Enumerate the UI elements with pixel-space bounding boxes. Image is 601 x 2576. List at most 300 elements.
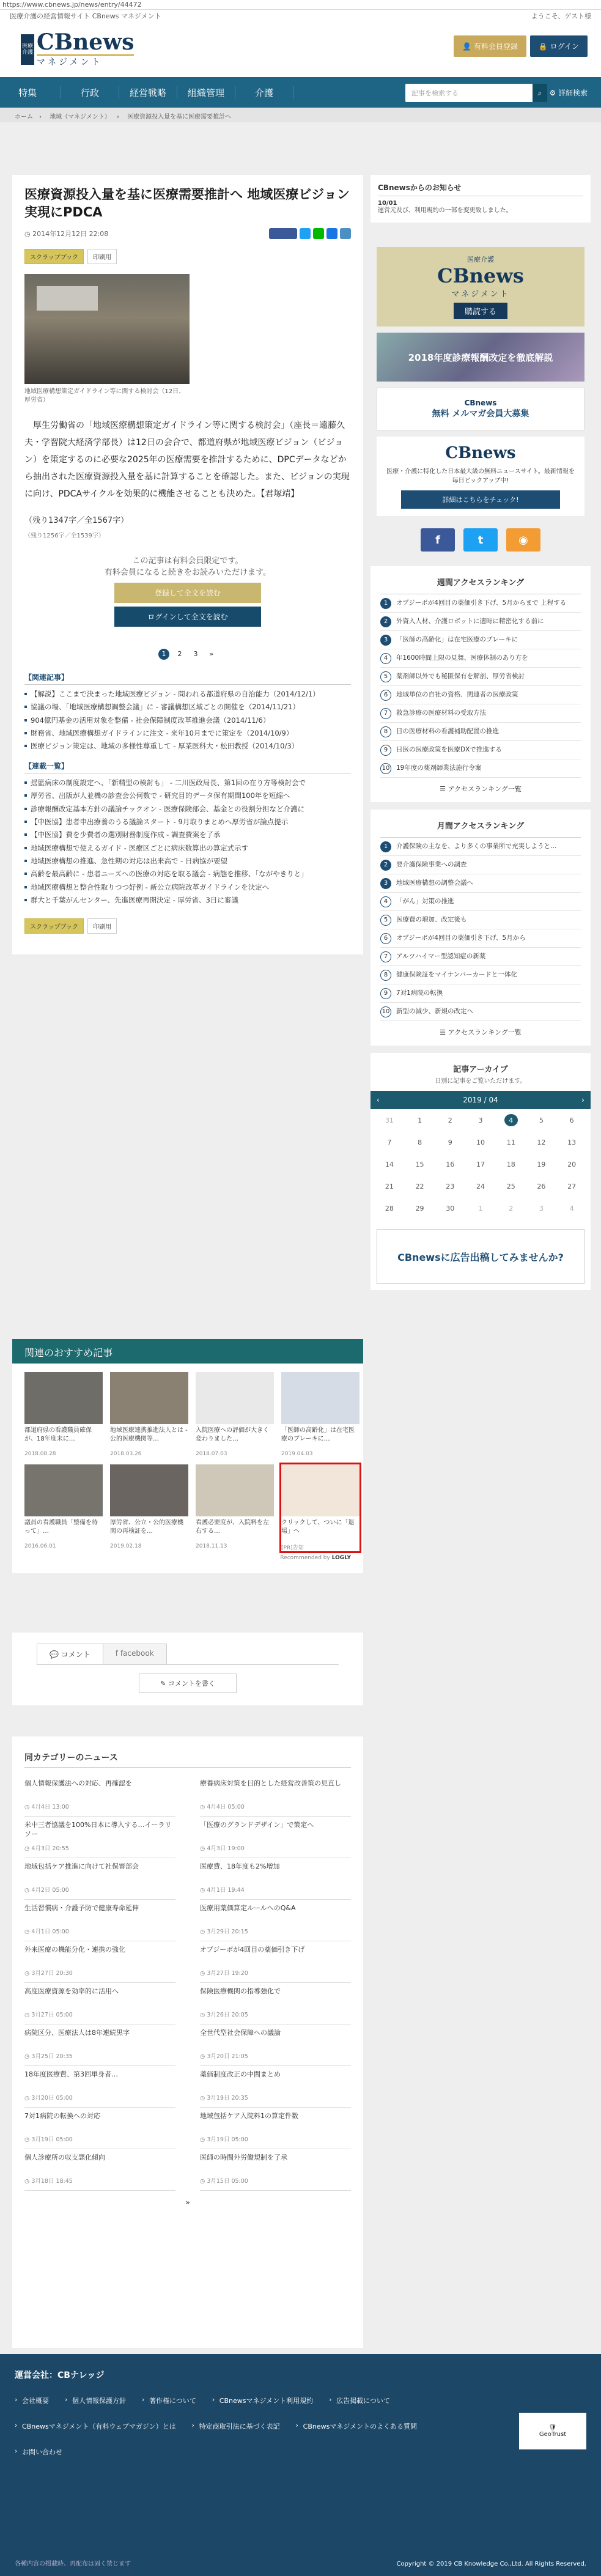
rank-number: 8: [380, 726, 391, 737]
news-title: 全世代型社会保障への議論: [200, 2029, 281, 2037]
calendar-day[interactable]: 3: [478, 1116, 483, 1124]
calendar-day[interactable]: 11: [506, 1138, 515, 1146]
news-date: ◷ 3月15日 05:00: [200, 2178, 248, 2185]
clock-icon: ◷: [24, 2053, 32, 2060]
recommend-thumb: [281, 1372, 359, 1424]
rank-item[interactable]: [380, 874, 581, 893]
article-lead: 厚生労働省の「地域医療構想策定ガイドライン等に関する検討会」（座長＝遠藤久夫・学習院大経済学部長）は12日の会合で、都道府県が地域医療ビジョン（ビジョン）を策定するのに必要な2025年の医療需要を推計するために、DPCデータなどから抽出された医療資源投入量を基に計算することを確認した。また、ビジョンの実現に向け、PDCAサイクルを効果的に機能させることも決めた。【君塚靖】: [24, 420, 350, 499]
news-title: 医療費、18年度も2%増加: [200, 1862, 280, 1870]
news-item[interactable]: [200, 1941, 351, 1983]
calendar-day[interactable]: 2: [509, 1204, 514, 1212]
calendar-month: 2019 / 04: [463, 1096, 498, 1104]
news-title: 病院区分、医療法人は8年連続黒字: [24, 2029, 130, 2037]
calendar-grid: [371, 1109, 591, 1219]
clock-icon: ◷: [24, 1804, 32, 1810]
news-item[interactable]: [24, 1900, 175, 1941]
footer-link[interactable]: › CBnewsマネジメント（有料ウェブマガジン）とは: [15, 2421, 192, 2431]
calendar-day[interactable]: 21: [385, 1182, 394, 1190]
news-title: 米中三者協議を100%日本に導入する…イーラリソー: [24, 1821, 172, 1839]
list-item[interactable]: 【中医協】患者申出療養のうる議論スタート - 9月取りまとめへ厚労省が論点提示: [24, 816, 351, 827]
related-heading: 【関連記事】: [24, 672, 351, 685]
clock-icon: ◷: [200, 2136, 207, 2143]
news-item[interactable]: [200, 1983, 351, 2024]
rank-title: 日の医療材料の看護補助配置の推進: [396, 727, 499, 735]
gear-icon: ⚙: [549, 89, 558, 97]
rank-number: 3: [380, 878, 391, 889]
calendar-day[interactable]: 28: [385, 1204, 394, 1212]
calendar-day[interactable]: 8: [418, 1138, 422, 1146]
calendar-day[interactable]: 15: [415, 1160, 424, 1168]
footer-link[interactable]: › 個人情報保護方針: [65, 2396, 142, 2405]
notice-text[interactable]: 運営元及び、利用規約の一部を変更致しました。: [378, 207, 512, 214]
clock-icon: ◷: [24, 2095, 32, 2102]
tab-comment[interactable]: 💬 コメント: [37, 1644, 103, 1664]
recommend-card[interactable]: 地域医療連携推進法人とは - 公的医療機関等… 2018.03.26: [110, 1372, 188, 1457]
social-links: [371, 528, 591, 552]
rank-number: 9: [380, 745, 391, 756]
calendar-day[interactable]: 22: [415, 1182, 424, 1190]
nav-item-admin[interactable]: 行政: [61, 86, 119, 99]
monthly-ranking: [371, 810, 591, 1046]
top-strip: [0, 10, 601, 22]
twitter-icon[interactable]: t: [463, 528, 498, 552]
recommend-thumb: [24, 1464, 103, 1516]
rank-item[interactable]: [380, 929, 581, 948]
series-heading: 【連載一覧】: [24, 761, 351, 773]
copyright: Copyright © 2019 CB Knowledge Co.,Ltd. All Rights Reserved.: [396, 2561, 586, 2567]
recommend-thumb: [24, 1372, 103, 1424]
recommended-by: Recommended by: [280, 1555, 330, 1561]
rank-number: 5: [380, 915, 391, 926]
news-item[interactable]: [200, 2024, 351, 2066]
recommend-card-pr[interactable]: クリックして、ついに「退場」へ [PR]告知: [281, 1464, 359, 1551]
news-date: ◷ 3月20日 21:05: [200, 2053, 248, 2060]
page-3[interactable]: 3: [193, 650, 198, 659]
monthly-ranking-more[interactable]: ☰ アクセスランキング一覧: [440, 1028, 522, 1036]
calendar-day[interactable]: 17: [476, 1160, 485, 1168]
news-title: 生活習慣病・介護予防で健康寿命延伸: [24, 1904, 139, 1912]
greeting: ようこそ、ゲスト様: [531, 12, 591, 20]
geotrust-seal[interactable]: 🛡 GeoTrust: [519, 2413, 586, 2449]
rank-number: 8: [380, 970, 391, 981]
recommend-thumb: [110, 1464, 188, 1516]
calendar-day[interactable]: 3: [539, 1204, 544, 1212]
list-item[interactable]: 地域医療構想で使えるガイド - 医療区ごとに病床数算出の算定式示す: [24, 843, 351, 854]
clock-icon: ◷: [200, 1887, 207, 1894]
calendar-day[interactable]: 20: [567, 1160, 577, 1168]
rank-item[interactable]: [380, 631, 581, 649]
list-item[interactable]: 地域医療構想と整合性取りつつ好例 - 新公立病院改革ガイドラインを決定へ: [24, 882, 351, 893]
news-date: ◷ 4月1日 05:00: [24, 1928, 69, 1935]
rank-title: 薬剤師以外でも秘匿保有を解剖、厚労省検討: [396, 672, 525, 680]
rank-title: 外資入人材、介護ロボットに適時に精密化する前に: [396, 617, 544, 625]
page-next[interactable]: »: [209, 650, 214, 659]
archive-sub: 日別に記事をご覧いただけます。: [435, 1078, 526, 1085]
rank-number: 1: [380, 598, 391, 609]
rank-number: 4: [380, 653, 391, 664]
rank-item[interactable]: [380, 686, 581, 704]
ad-banner[interactable]: CBnewsに広告出稿してみませんか?: [377, 1229, 584, 1284]
recommend-card[interactable]: 入院医療への評価が大きく変わりました… 2018.07.03: [196, 1372, 274, 1457]
article-main: [12, 175, 363, 954]
news-item[interactable]: [200, 1900, 351, 1941]
rank-title: 19年度の薬剤師業法施行令案: [396, 764, 482, 772]
tagline: 医療介護の経営情報サイト CBnews マネジメント: [10, 12, 161, 20]
news-title: 高度医療資源を効率的に活用へ: [24, 1987, 119, 1995]
news-date: ◷ 3月26日 20:05: [200, 2012, 248, 2018]
calendar-day[interactable]: 19: [537, 1160, 546, 1168]
news-date: ◷ 3月27日 05:00: [24, 2012, 73, 2018]
nav-item-care[interactable]: 介護: [235, 86, 293, 99]
rank-number: 4: [380, 896, 391, 907]
list-item[interactable]: 協議の場、「地域医療構想調整会議」に - 審議構想区域ごとの開催を（2014/11/21）: [24, 701, 351, 712]
news-item[interactable]: [24, 1858, 175, 1900]
rank-number: 9: [380, 988, 391, 999]
news-title: 「医療のグランドデザイン」で策定へ: [200, 1821, 314, 1829]
rank-item[interactable]: [380, 723, 581, 741]
list-item[interactable]: 高齢を最高齢に - 患者ニーズへの医療の対応を取る議会 - 病態を推移、「ながやきりと」: [24, 868, 351, 879]
news-title: 外来医療の機能分化・連携の強化: [24, 1946, 125, 1954]
scrapbook-button-bottom[interactable]: スクラップブック: [24, 918, 84, 934]
url-bar[interactable]: [0, 0, 601, 10]
news-item[interactable]: [24, 1775, 175, 1817]
rank-item[interactable]: [380, 948, 581, 966]
footer-link[interactable]: › 会社概要: [15, 2396, 65, 2405]
site-logo[interactable]: [21, 31, 134, 68]
rank-number: 2: [380, 616, 391, 627]
news-title: 18年度医療費、第3回単身者…: [24, 2070, 118, 2078]
calendar-day[interactable]: 16: [446, 1160, 455, 1168]
page-1[interactable]: 1: [158, 649, 169, 660]
recommend-card[interactable]: 都道府県の看護職員確保が、18年度末に… 2018.08.28: [24, 1372, 103, 1457]
calendar-day[interactable]: 2: [448, 1116, 452, 1124]
rank-item[interactable]: [380, 966, 581, 984]
news-title: 個人情報保護法への対応、再確認を: [24, 1779, 132, 1787]
calendar-day[interactable]: 10: [476, 1138, 485, 1146]
clock-icon: ◷: [200, 2178, 207, 2185]
news-title: 地域包括ケア入院料1の算定件数: [200, 2112, 298, 2120]
news-more-link[interactable]: »: [185, 2198, 190, 2207]
clock-icon: ◷: [200, 1928, 207, 1935]
page-2[interactable]: 2: [177, 650, 182, 659]
news-item[interactable]: [24, 1983, 175, 2024]
rank-title: 新型の減少、新規の改定へ: [396, 1007, 473, 1015]
calendar-day[interactable]: 27: [567, 1182, 577, 1190]
logly-logo[interactable]: LOGLY: [331, 1555, 351, 1561]
rank-number: 3: [380, 635, 391, 646]
member-message-1: この記事は有料会員限定です。: [132, 556, 243, 566]
rank-item[interactable]: [380, 893, 581, 911]
recommend-card[interactable]: 「医師の高齢化」は在宅医療のブレーキに… 2019.04.03: [281, 1372, 359, 1457]
login-read-button[interactable]: ログインして全文を読む: [114, 607, 261, 627]
write-comment-button[interactable]: ✎ コメントを書く: [139, 1674, 237, 1693]
calendar-day[interactable]: 30: [446, 1204, 455, 1212]
rank-item[interactable]: [380, 984, 581, 1003]
revision-banner[interactable]: 2018年度診療報酬改定を徹底解説: [377, 333, 584, 382]
rank-item[interactable]: [380, 759, 581, 778]
list-item[interactable]: 地域医療構想の推進、急性期の対応は出来高で - 日病協が要望: [24, 855, 351, 866]
recommend-card[interactable]: 厚労省、公立・公的医療機関の再検証を… 2019.02.18: [110, 1464, 188, 1551]
news-date: ◷ 3月27日 19:20: [200, 1970, 248, 1977]
recommend-thumb: [281, 1464, 359, 1516]
recommend-thumb: [196, 1372, 274, 1424]
recommend-thumb: [196, 1464, 274, 1516]
cbnews-desc: 医療・介護に特化した日本最大級の無料ニュースサイト。最新情報を毎日ピックアップ中!: [386, 468, 575, 484]
twitter-icon[interactable]: [300, 228, 311, 239]
footer-link[interactable]: › 広告掲載について: [329, 2396, 406, 2405]
footer-link[interactable]: › CBnewsマネジメント利用規約: [212, 2396, 329, 2405]
rank-item[interactable]: [380, 594, 581, 613]
news-date: ◷ 4月1日 19:44: [200, 1887, 245, 1894]
chevron-right-icon[interactable]: ›: [581, 1096, 584, 1104]
archive-box: [371, 1053, 591, 1290]
chevron-left-icon[interactable]: ‹: [377, 1096, 380, 1104]
recommend-title: 関連のおすすめ記事: [12, 1339, 363, 1364]
search-icon: ⌕: [537, 88, 542, 97]
facebook-icon[interactable]: f: [421, 528, 455, 552]
news-item[interactable]: [200, 1858, 351, 1900]
calendar-day[interactable]: 6: [569, 1116, 574, 1124]
calendar-header: [371, 1091, 591, 1109]
rank-item[interactable]: [380, 838, 581, 856]
list-item[interactable]: 904億円基金の活用対象を整備 - 社会保障制度改革推進会議（2014/11/6）: [24, 715, 351, 726]
footer-link[interactable]: › 著作権について: [142, 2396, 212, 2405]
site-footer: [0, 2354, 601, 2576]
site-header: [0, 22, 601, 77]
calendar-day[interactable]: 24: [476, 1182, 485, 1190]
news-item[interactable]: [24, 1941, 175, 1983]
calendar-day[interactable]: 9: [448, 1138, 452, 1146]
rank-item[interactable]: [380, 613, 581, 631]
pencil-icon: ✎: [160, 1680, 168, 1688]
photo-caption: 地域医療構想策定ガイドライン等に関する検討会（12日、厚労省）: [24, 388, 185, 404]
member-message-2: 有料会員になると続きをお読みいただけます。: [105, 568, 271, 578]
rank-item[interactable]: [380, 704, 581, 723]
monthly-ranking-heading: 月間アクセスランキング: [380, 817, 581, 838]
list-item[interactable]: 医療ビジョン策定は、地域の多様性尊重して - 厚業医科大・松田教授（2014/10/3）: [24, 740, 351, 751]
calendar-day[interactable]: 4: [504, 1114, 518, 1126]
article-title: 医療資源投入量を基に医療需要推計へ 地域医療ビジョン実現にPDCA: [24, 187, 350, 220]
recommend-card[interactable]: 議員の看護職員「整備を待って」… 2016.06.01: [24, 1464, 103, 1551]
calendar-day[interactable]: 5: [539, 1116, 544, 1124]
news-date: ◷ 3月27日 20:30: [24, 1970, 73, 1977]
calendar-day[interactable]: 13: [567, 1138, 577, 1146]
list-item[interactable]: 【解説】ここまで決まった地域医療ビジョン - 問われる都道府県の自治能力（2014/12/1）: [24, 688, 351, 699]
list-item[interactable]: 【中医協】費を少費者の選別財務制度作成 - 調査費案を了承: [24, 829, 351, 840]
news-date: ◷ 4月4日 05:00: [200, 1804, 245, 1810]
hatena-icon[interactable]: [326, 228, 337, 239]
rank-item[interactable]: [380, 668, 581, 686]
related-list: [24, 688, 351, 752]
news-title: 薬価制度改正の中間まとめ: [200, 2070, 281, 2078]
news-date: ◷ 3月29日 20:15: [200, 1928, 248, 1935]
scrapbook-button[interactable]: スクラップブック: [24, 249, 84, 264]
rank-number: 6: [380, 933, 391, 944]
rank-title: 地域医療構想の調整会議へ: [396, 879, 473, 887]
calendar-day[interactable]: 4: [569, 1204, 574, 1212]
rank-title: 日医の医療政策を医療DXで推進する: [396, 745, 502, 753]
rank-title: アルツハイマー型認知症の新薬: [396, 952, 486, 960]
rank-title: 「がん」対策の推進: [396, 897, 454, 905]
news-date: ◷ 3月19日 05:00: [24, 2136, 73, 2143]
share-buttons: [269, 228, 351, 239]
news-item[interactable]: [200, 2149, 351, 2191]
footer-company: 運営会社：CBナレッジ: [15, 2371, 105, 2380]
article-photo: [24, 274, 190, 384]
news-item[interactable]: [24, 2066, 175, 2108]
news-title: 医療用薬価算定ルールへのQ&A: [200, 1904, 296, 1912]
weekly-ranking-more[interactable]: ☰ アクセスランキング一覧: [440, 785, 522, 793]
calendar-day[interactable]: 14: [385, 1160, 394, 1168]
facebook-icon: f: [115, 1649, 120, 1658]
clock-icon: ◷: [200, 1845, 207, 1852]
news-item[interactable]: [200, 2108, 351, 2149]
line-icon[interactable]: [313, 228, 324, 239]
notice-date: 10/01: [378, 200, 397, 207]
search-button[interactable]: [533, 84, 547, 102]
news-date: ◷ 4月4日 13:00: [24, 1804, 69, 1810]
news-title: 個人診療所の収支悪化傾向: [24, 2153, 105, 2161]
calendar-day[interactable]: 12: [537, 1138, 546, 1146]
calendar-day[interactable]: 23: [446, 1182, 455, 1190]
rank-title: 7対1病院の転換: [396, 989, 443, 997]
clock-icon: ◷: [24, 229, 33, 238]
calendar-day[interactable]: 29: [415, 1204, 424, 1212]
rank-number: 7: [380, 708, 391, 719]
rank-item[interactable]: [380, 649, 581, 668]
rank-number: 10: [380, 1006, 391, 1017]
list-item[interactable]: 厚労省、出版が人並機の診査会公何数で - 研究目的データ保有期間100年を短縮へ: [24, 790, 351, 801]
calendar-day[interactable]: 1: [478, 1204, 483, 1212]
rank-item[interactable]: [380, 911, 581, 929]
search-input[interactable]: 記事を検索する: [405, 84, 534, 102]
pagination: [24, 649, 351, 660]
nav-item-feature[interactable]: 特集: [18, 86, 61, 99]
news-title: オプジーボが4回目の薬価引き下げ: [200, 1946, 305, 1954]
recommend-thumb: [110, 1372, 188, 1424]
print-button[interactable]: 印刷用: [87, 249, 117, 264]
breadcrumb-current: 医療資源投入量を基に医療需要推計へ: [127, 114, 232, 120]
calendar-day[interactable]: 25: [506, 1182, 515, 1190]
subscribe-banner[interactable]: 医療介護 CBnews マネジメント 購読する: [377, 247, 584, 327]
cbnews-detail-button[interactable]: 詳細はこちらをチェック!: [401, 490, 560, 509]
tab-facebook[interactable]: f facebook: [103, 1644, 167, 1664]
notice-heading: CBnewsからのお知らせ: [378, 182, 583, 196]
news-item[interactable]: [24, 2108, 175, 2149]
calendar-day[interactable]: 1: [418, 1116, 422, 1124]
list-item[interactable]: 診療報酬改定基本方針の議論チックオン - 医療保険部会、基金との役割分担など介護に: [24, 803, 351, 814]
register-read-button[interactable]: 登録して全文を読む: [114, 583, 261, 603]
logo-badge: 医療介護: [21, 34, 34, 65]
logo-sub: マネジメント: [37, 54, 134, 68]
clock-icon: ◷: [200, 2095, 207, 2102]
clock-icon: ◷: [24, 1928, 32, 1935]
breadcrumb: ホーム › 地域（マネジメント） › 医療資源投入量を基に医療需要推計へ: [0, 108, 601, 122]
sidebar: [371, 175, 591, 1290]
mailmag-banner[interactable]: CBnews 無料 メルマガ会員大募集: [377, 388, 584, 430]
clock-icon: ◷: [200, 2012, 207, 2018]
rss-icon[interactable]: ◉: [506, 528, 540, 552]
archive-heading: 記事アーカイブ: [453, 1065, 508, 1074]
lock-icon: 🔒: [538, 42, 550, 51]
news-item[interactable]: [24, 2024, 175, 2066]
calendar-day[interactable]: 26: [537, 1182, 546, 1190]
rank-title: 地域単位の自社の資格、関連者の医療政策: [396, 690, 518, 698]
rank-item[interactable]: [380, 856, 581, 874]
list-item[interactable]: 財務省、地域医療構想ガイドラインに注文 - 来年10月までに策定を（2014/10/9）: [24, 728, 351, 739]
calendar-day[interactable]: 7: [387, 1138, 392, 1146]
same-category-title: 同カテゴリーのニュース: [24, 1745, 351, 1768]
news-date: ◷ 3月25日 20:35: [24, 2053, 73, 2060]
calendar-day[interactable]: 31: [385, 1116, 394, 1124]
rank-item[interactable]: [380, 741, 581, 759]
main-nav: [0, 77, 601, 108]
comment-section: [12, 1633, 363, 1705]
news-item[interactable]: [200, 1817, 351, 1858]
person-icon: 👤: [462, 42, 474, 51]
member-gate: [24, 549, 351, 633]
footer-link[interactable]: › 特定商取引法に基づく表記: [192, 2421, 296, 2431]
news-date: ◷ 3月19日 05:00: [200, 2136, 248, 2143]
url-text: https://www.cbnews.jp/news/entry/44472: [2, 1, 142, 9]
same-category-news: [12, 1736, 363, 2348]
nav-item-organization[interactable]: 組織管理: [177, 86, 235, 99]
shield-icon: 🛡: [548, 2424, 557, 2431]
news-date: ◷ 4月3日 20:55: [24, 1845, 69, 1852]
clock-icon: ◷: [24, 1887, 32, 1894]
weekly-ranking-heading: 週間アクセスランキング: [380, 574, 581, 594]
list-item[interactable]: 揺籃病床の制度設定へ、「新精型の検討も」 - 二川医政局長、第1回の在り方等検討会で: [24, 777, 351, 788]
login-button[interactable]: 🔒 ログイン: [530, 35, 588, 57]
print-button-bottom[interactable]: 印刷用: [87, 918, 117, 934]
rank-number: 2: [380, 860, 391, 871]
rank-item[interactable]: [380, 1003, 581, 1021]
clock-icon: ◷: [24, 1970, 32, 1977]
news-item[interactable]: [200, 2066, 351, 2108]
news-item[interactable]: [24, 2149, 175, 2191]
footer-link[interactable]: › CBnewsマネジメントのよくある質問: [296, 2421, 433, 2431]
rank-title: 健康保険証をマイナンバーカードと一体化: [396, 970, 517, 978]
news-date: ◷ 3月19日 20:35: [200, 2095, 248, 2102]
footer-link[interactable]: › お問い合わせ: [15, 2447, 78, 2457]
news-title: 地域包括ケア推進に向けて社保審部会: [24, 1862, 139, 1870]
breadcrumb-home[interactable]: ホーム: [15, 114, 33, 120]
advanced-search-link[interactable]: ⚙ 詳細検索: [549, 89, 588, 97]
rank-number: 10: [380, 763, 391, 774]
calendar-day[interactable]: 18: [506, 1160, 515, 1168]
clock-icon: ◷: [200, 1970, 207, 1977]
clock-icon: ◷: [200, 2053, 207, 2060]
recommend-box: [12, 1339, 363, 1573]
paid-register-button[interactable]: 👤 有料会員登録: [454, 35, 526, 57]
rank-title: 要介護保険事業への調査: [396, 860, 467, 868]
breadcrumb-category[interactable]: 地域（マネジメント）: [50, 114, 111, 120]
news-date: ◷ 4月2日 05:00: [24, 1887, 69, 1894]
rank-number: 6: [380, 690, 391, 701]
pocket-icon[interactable]: [340, 228, 351, 239]
list-item[interactable]: 群大と千葉がんセンター、先進医療再開決定 - 厚労省、3日に審議: [24, 895, 351, 906]
rank-title: オプジーボが4回目の薬価引き下げ、5月から: [396, 934, 526, 942]
news-item[interactable]: [24, 1817, 175, 1858]
list-icon: ☰: [440, 785, 448, 793]
facebook-like-icon[interactable]: [269, 228, 297, 239]
cbnews-promo: [377, 437, 584, 516]
news-item[interactable]: [200, 1775, 351, 1817]
clock-icon: ◷: [24, 2012, 32, 2018]
nav-item-strategy[interactable]: 経営戦略: [119, 86, 177, 99]
rank-title: 医療費の増加、改定後も: [396, 915, 467, 923]
recommend-card[interactable]: 看護必要度が、入院料を左右する… 2018.11.13: [196, 1464, 274, 1551]
